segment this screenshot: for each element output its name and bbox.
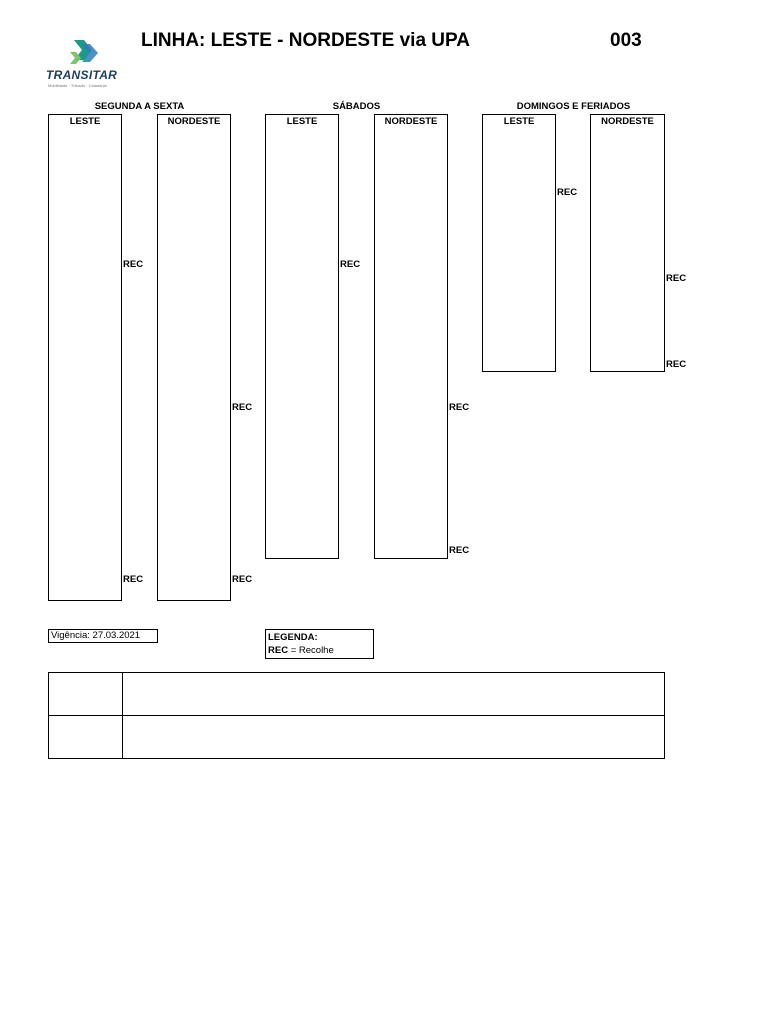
page-title: LINHA: LESTE - NORDESTE via UPA [141,30,471,51]
column-header-nordeste: NORDESTE [384,116,438,127]
logo-wordmark: TRANSITAR [46,68,118,82]
section-weekdays: SEGUNDA A SEXTA [94,101,185,112]
rec-marker: REC [232,402,253,413]
rec-marker: REC [449,402,470,413]
line-code: 003 [610,30,642,51]
logo-tagline: Mobilidade · Trânsito · Cidadania [48,83,107,88]
rec-marker: REC [232,574,253,585]
weekday-nordeste-column [157,114,231,601]
section-saturdays: SÁBADOS [332,101,381,112]
saturday-leste-column [265,114,339,559]
rec-marker: REC [557,187,578,198]
legend-box [265,629,374,659]
validity-date: Vigência: 27.03.2021 [48,629,158,643]
transitar-logo [44,38,134,90]
column-header-nordeste: NORDESTE [167,116,221,127]
saturday-nordeste-column [374,114,448,559]
table-divider [49,715,664,716]
column-header-nordeste: NORDESTE [601,116,654,127]
rec-marker: REC [666,273,687,284]
legend-title: LEGENDA: [268,632,318,643]
column-header-leste: LESTE [503,116,535,127]
column-header-leste: LESTE [69,116,101,127]
legend-abbr: REC [268,645,289,656]
weekday-leste-column [48,114,122,601]
section-sundays: DOMINGOS E FERIADOS [516,101,631,112]
rec-marker: REC [123,259,144,270]
rec-marker: REC [123,574,144,585]
chevron-logo-icon [68,38,108,68]
notes-table [48,672,665,759]
column-header-leste: LESTE [286,116,318,127]
legend-entry [268,644,371,657]
table-divider [122,673,123,758]
sunday-leste-column [482,114,556,372]
legend-description: = Recolhe [288,645,334,656]
rec-marker: REC [340,259,361,270]
sunday-nordeste-column [590,114,665,372]
rec-marker: REC [449,545,470,556]
rec-marker: REC [666,359,687,370]
